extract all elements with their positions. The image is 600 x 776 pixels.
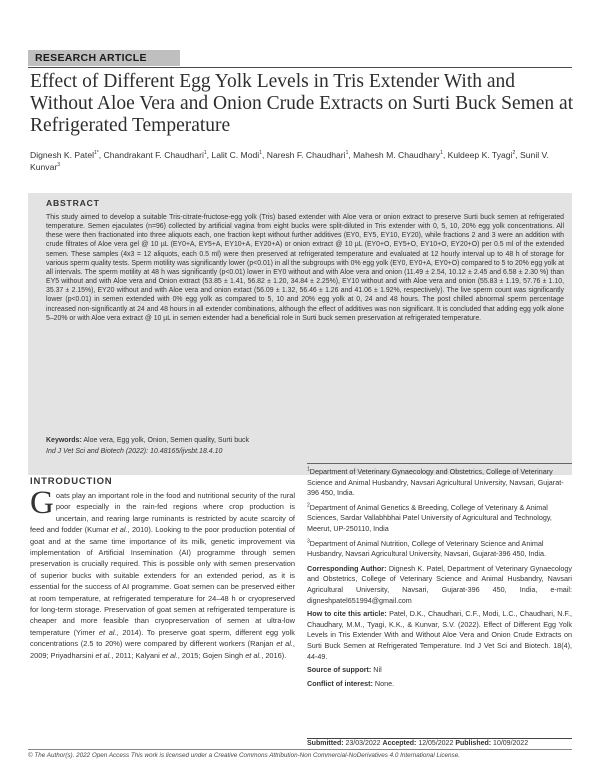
conflict-of-interest [307, 679, 572, 690]
footer-divider [28, 749, 572, 750]
keywords [46, 437, 564, 444]
introduction-heading: INTRODUCTION [30, 476, 113, 487]
introduction-text [30, 485, 295, 661]
affiliation-number: 1 [307, 466, 310, 473]
source-of-support [307, 665, 572, 676]
article-type-label: RESEARCH ARTICLE [35, 52, 147, 64]
submitted-date: 23/03/2022 [345, 740, 381, 747]
accepted-label: Accepted: [382, 740, 417, 747]
author-affiliation: 1 [259, 150, 262, 157]
corresponding-author [307, 564, 572, 606]
intro-text-part: , 2016). [261, 650, 287, 660]
affiliation [307, 503, 572, 535]
title-divider [28, 67, 572, 68]
corresponding-author-text: Dignesh K. Patel, Department of Veterinary Gynaecology and Obstetrics, College of Veterinary Science and Animal Husbandry, Navsari Agricultural University, Navsari, Gujarat-396 450, India, e-mail: digneshpatel651994@gmail.com [307, 563, 573, 605]
affiliation-text: Department of Veterinary Gynaecology and Obstetrics, College of Veterinary Science and Animal Husbandry, Navsari Agricultural University, Navsari, Gujarat-396 450, India. [307, 467, 564, 498]
how-to-cite-label: How to cite this article: [307, 609, 387, 619]
author-name: Mahesh M. Chaudhary [353, 150, 441, 160]
drop-cap: G [30, 485, 54, 521]
abstract-heading: ABSTRACT [46, 198, 100, 208]
author-name: Naresh F. Chaudhari [266, 150, 346, 160]
intro-etal: et al. [161, 650, 178, 660]
author-affiliation: 2 [512, 150, 516, 157]
copyright-notice: © The Author(s). 2022 Open Access This work is licensed under a Creative Commons Attribution-Non Commercial-NoDerivatives 4.0 International License. [28, 752, 460, 759]
author-name: Sunil V. Kunvar [30, 150, 549, 172]
intro-text-part: oats play an important role in the food and nutritional security of the rural poor especially in the rain-fed regions where crop production is uncertain, and rearing large ruminants is restricted by acute scarcity of feed and fodder (Kumar [30, 491, 295, 535]
dates-divider [307, 738, 572, 739]
affiliation [307, 539, 572, 560]
intro-etal: et al. [111, 525, 128, 535]
keywords-list: Aloe vera, Egg yolk, Onion, Semen quality, Surti buck [83, 437, 249, 444]
author-name: Kuldeep K. Tyagi [447, 150, 513, 160]
affiliation-number: 3 [307, 538, 310, 545]
conflict-of-interest-text: None. [374, 678, 395, 688]
how-to-cite [307, 609, 572, 662]
paper-title: Effect of Different Egg Yolk Levels in Tris Extender With and Without Aloe Vera and Onion Crude Extracts on Surti Buck Semen at Refrigerated Temperature [30, 71, 574, 136]
author-affiliation: 1 [440, 150, 443, 157]
intro-text-part: , 2011; Kalyani [111, 650, 162, 660]
affiliation-number: 2 [307, 502, 310, 509]
affiliation-text: Department of Animal Genetics & Breeding, College of Veterinary & Animal Sciences, Sardar Vallabhbhai Patel University of Agricultural and Technology, Meerut, UP-250110, India [307, 502, 552, 533]
intro-text-part: , 2015; Gojen Singh [177, 650, 246, 660]
author-affiliation: 1 [345, 150, 349, 157]
affiliation-text: Department of Animal Nutrition, College of Veterinary Science and Animal Husbandry, Navsari Agricultural University, Navsari, Gujarat-396 450, India. [307, 538, 547, 559]
corresponding-author-label: Corresponding Author: [307, 563, 387, 573]
published-date: 10/09/2022 [493, 740, 529, 747]
intro-text-part: , 2010). Looking to the poor production potential of goat and at the same time importance of its milk, genetic improvement via implementation of Artificial Insemination (AI) programme through semen preservation is crucially required. This is possible only with semen preservation of superior bucks with suitable extenders for an extended period, as it is essential for the success of AI programme. Goat semen can be preserved either at room temperature, at refrigerated temperature for 24–48 h or cryopreserved for long-term storage. Preservation of goat semen at refrigerated temperature is cheaper and more feasible than cryopreservation of semen at ultra-low temperature (Yimer [30, 525, 295, 637]
accepted-date: 12/05/2022 [418, 740, 454, 747]
author-name: Dignesh K. Patel [30, 150, 95, 160]
affiliation-divider [307, 463, 572, 464]
source-of-support-text: Nil [373, 665, 382, 675]
affiliation [307, 467, 572, 499]
abstract-text: This study aimed to develop a suitable Tris-citrate-fructose-egg yolk (Tris) based extender with Aloe vera or onion extract to preserve Surti buck semen at refrigerated temperature. Semen ejaculates (n=96) collected by artificial vagina from eight bucks were split-diluted in Tris extender with 0, 5, 10, 20% egg yolk concentrations. All these were then fractionated into three aliquots each, one fraction kept without further additives (EY0, EY5, EY10, EY20), while fractions 2 and 3 were an addition with crude filtrates of Aloe vera gel @ 10 µL (EY0+A, EY5+A, EY10+A, EY20+A) or onion extract @ 10 µL (EY0+O, EY5+O, EY10+O, EY20+O) per 0.5 ml of the extended semen. These samples (4x3 = 12 aliquots, each 0.5 ml) were then preserved at refrigerated temperature and evaluated at 12 hourly interval up to 48 h of storage for various sperm quality tests. Sperm motility was significantly lower (p<0.01) in all the subgroups with 0% egg yolk (EY0, EY0+A, EY0+O) compared to 5 to 20% egg yolk at all intervals. The sperm motility at 48 h was significantly (p<0.01) lower in EY0 without and with Aloe vera and onion (11.49 ± 2.54, 10.12 ± 2.45 and 6.58 ± 2.30 %) than EY5 without and with Aloe vera and Onion extract (53.85 ± 1.41, 56.82 ± 1.20, 34.84 ± 2.25%), EY10 without and with Aloe vera and onion (55.83 ± 1.19, 57.76 ± 1.10, 35.37 ± 2.15%), EY20 without and with Aloe vera and onion extact (56.09 ± 1.32, 56.46 ± 1.26 and 41.06 ± 1.92%, respectively). The live sperm count was significantly lower (p<0.01) in semen extended with 0% egg yolk as compared to 5, 10 and 20% egg yolk at 0, 24 and 48 hours. The post chilled abnormal sperm percentage increased non-significantly at 24 and 48 hours in all extender combinations, although the effect of additives was non significant. It is concluded that adding egg yolk alone 5–20% or with Aloe vera extract @ 10 µL in semen extender had a beneficial role in Surti buck semen preservation at refrigerated temperature. [46, 214, 565, 322]
how-to-cite-text: Patel, D.K., Chaudhari, C.F., Modi, L.C., Chaudhari, N.F., Chaudhary, M.M., Tyagi, K.K., & Kunvar, S.V. (2022). Effect of Different Egg Yolk Levels in Tris Extender With and Without Aloe Vera and Onion Crude Extracts on Surti Buck Semen at Refrigerated Temperature. Ind J Vet Sci and Biotech. 18(4), 44-49. [307, 609, 572, 661]
submitted-label: Submitted: [307, 740, 344, 747]
journal-reference-text: Ind J Vet Sci and Biotech (2022): 10.48165/ijvsbt.18.4.10 [46, 448, 223, 455]
conflict-of-interest-label: Conflict of interest: [307, 678, 373, 688]
journal-reference [46, 448, 564, 455]
keywords-label: Keywords: [46, 437, 82, 444]
intro-etal: et al. [245, 650, 262, 660]
author-affiliation: 1* [94, 150, 99, 157]
author-name: Chandrakant F. Chaudhari [103, 150, 204, 160]
published-label: Published: [455, 740, 492, 747]
publication-dates [307, 740, 572, 747]
source-of-support-label: Source of support: [307, 665, 372, 675]
intro-etal: et al. [95, 650, 112, 660]
article-info-column [307, 467, 572, 692]
intro-etal: et al. [98, 627, 117, 637]
intro-text-part: , 2009; Priyadharsini [30, 639, 295, 660]
author-affiliation: 3 [57, 162, 61, 169]
author-name: Lalit C. Modi [211, 150, 260, 160]
intro-etal: et al. [276, 639, 293, 649]
author-list: Dignesh K. Patel$^{1*}$, Chandrakant F. Chaudhari$^1$, Lalit C. Modi$^1$, Naresh F. Chaudhari$^1$, Mahesh M. Chaudhary$^1$, Kuldeep K. Tyagi$^2$, Sunil V. Kunvar$^3$ [30, 150, 549, 172]
author-affiliation: 1 [203, 150, 207, 157]
intro-text-part: , 2014). To preserve goat sperm, different egg yolk concentrations (2.5 to 20%) were compared by different workers (Ranjan [30, 627, 295, 649]
